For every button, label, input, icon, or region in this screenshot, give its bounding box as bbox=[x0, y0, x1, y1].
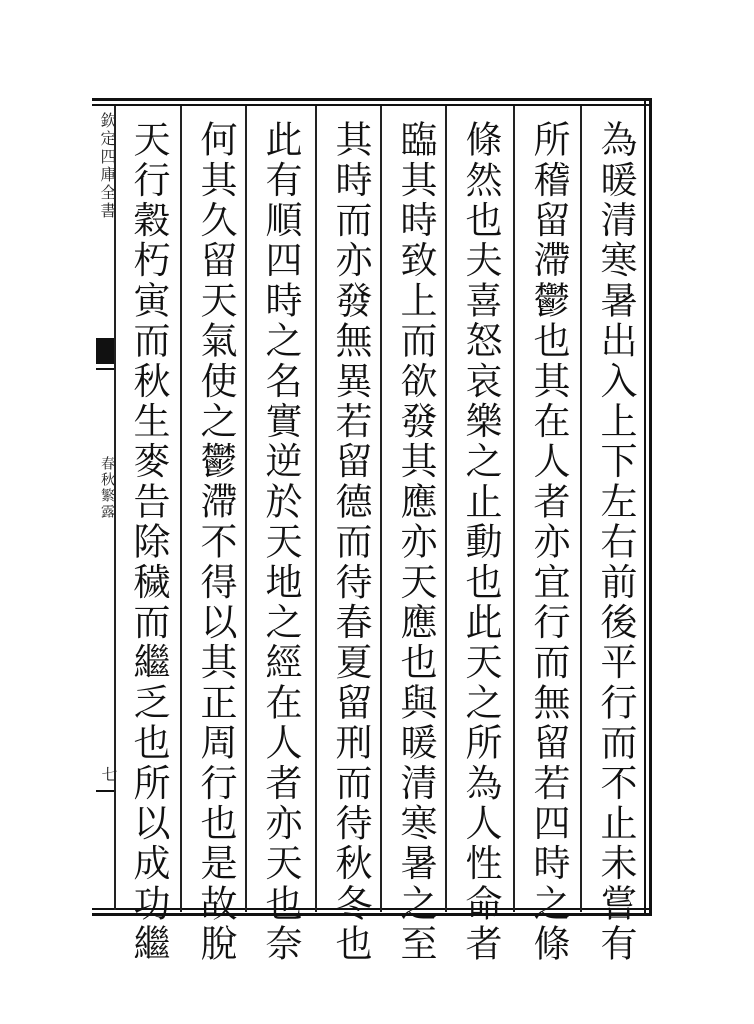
text-column-7: 何其久留天氣使之鬱滯不得以其正周行也是故脫 bbox=[194, 120, 237, 965]
column-separator bbox=[380, 106, 382, 912]
text-column-8: 天行穀朽寅而秋生麥告除穢而繼乏也所以成功繼 bbox=[127, 120, 170, 965]
column-separator bbox=[245, 106, 247, 912]
column-separator bbox=[513, 106, 515, 912]
text-column-6: 此有順四時之名實逆於天地之經在人者亦天也奈 bbox=[259, 120, 302, 965]
text-column-5: 其時而亦發無異若留德而待春夏留刑而待秋冬也 bbox=[329, 120, 372, 965]
text-column-1: 為暖清寒暑出入上下左右前後平行而不止未嘗有 bbox=[594, 120, 637, 965]
frame-right-rule bbox=[644, 98, 646, 916]
margin-book-title: 春秋繁露 bbox=[99, 456, 115, 520]
page-number-rule bbox=[96, 790, 114, 792]
column-separator bbox=[445, 106, 447, 912]
margin-page-number: 七 bbox=[99, 766, 118, 782]
text-column-2: 所稽留滯鬱也其在人者亦宜行而無留若四時之條 bbox=[527, 120, 570, 965]
frame-top-rule bbox=[92, 104, 652, 106]
text-column-3: 條然也夫喜怒哀樂之止動也此天之所為人性命者 bbox=[459, 120, 502, 965]
text-column-4: 臨其時致上而欲發其應亦天應也與暖清寒暑之至 bbox=[394, 120, 437, 965]
column-separator bbox=[180, 106, 182, 912]
fish-tail-mark bbox=[96, 338, 114, 364]
fish-tail-rule bbox=[96, 368, 114, 370]
column-separator bbox=[580, 106, 582, 912]
margin-header: 欽定四庫全書 bbox=[98, 112, 117, 220]
column-separator bbox=[315, 106, 317, 912]
